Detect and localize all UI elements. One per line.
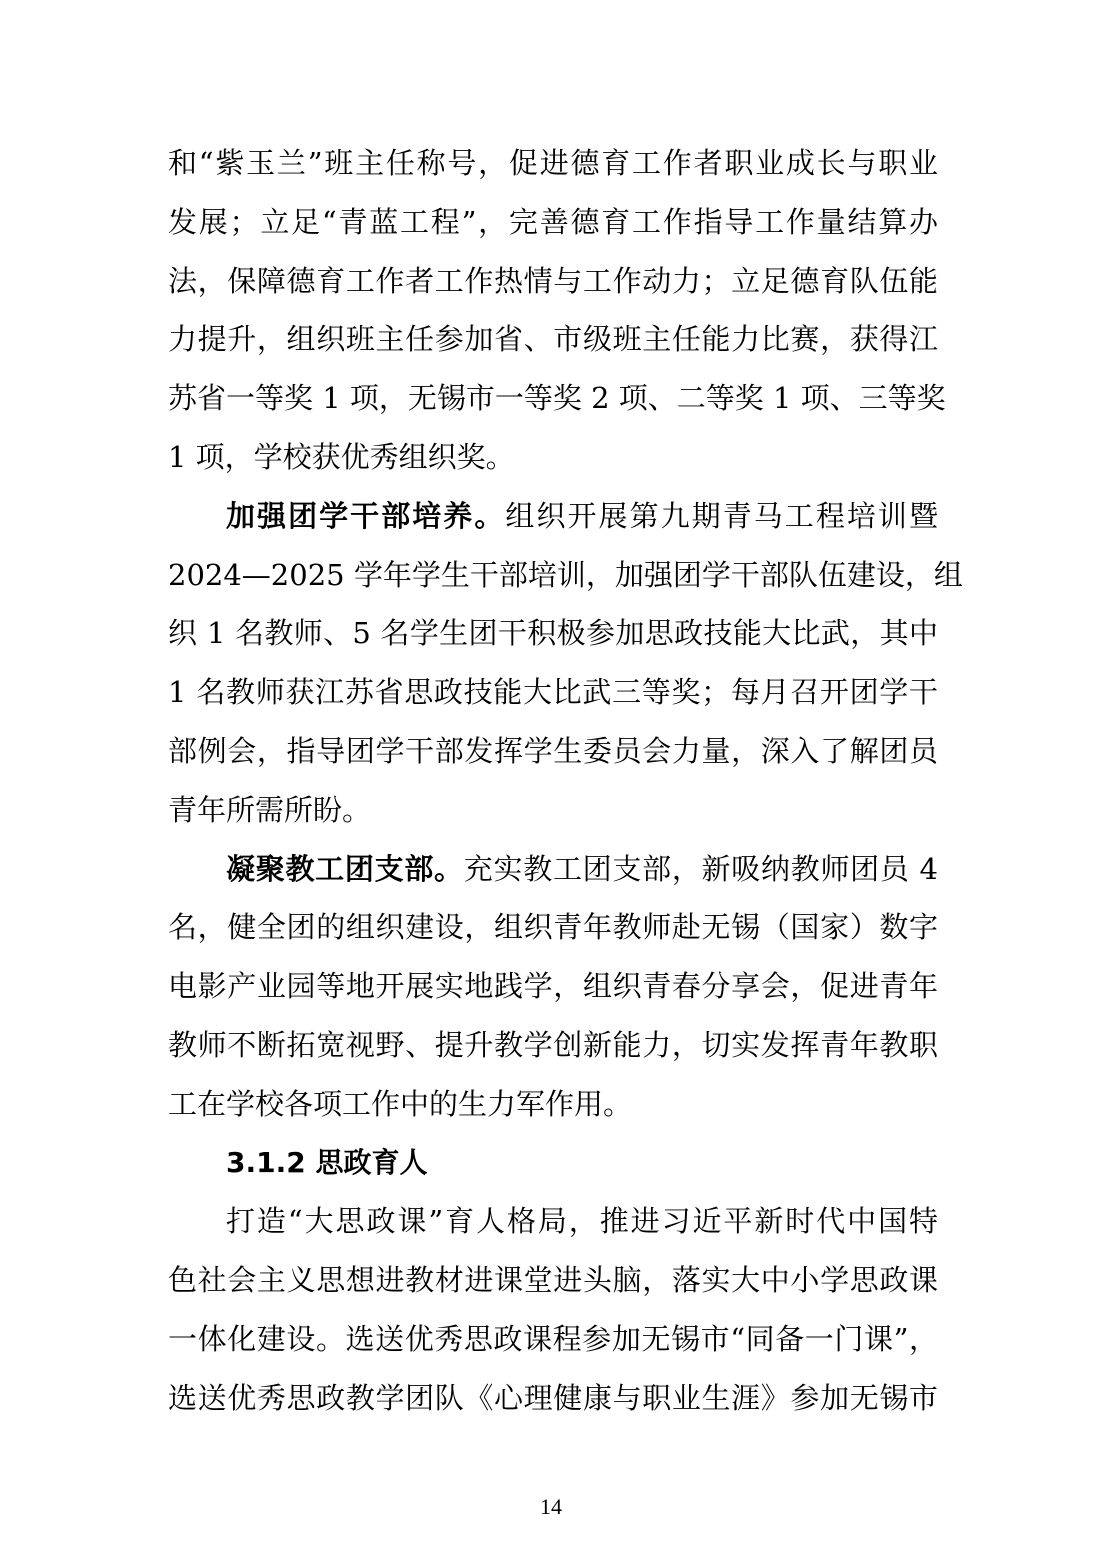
paragraph-line: 力提升，组织班主任参加省、市级班主任能力比赛，获得江 — [168, 322, 938, 357]
paragraph-line: 色社会主义思想进教材进课堂进头脑，落实大中小学思政课 — [168, 1263, 938, 1298]
paragraph-line: 电影产业园等地开展实地践学，组织青春分享会，促进青年 — [168, 969, 938, 1004]
paragraph-line: 名，健全团的组织建设，组织青年教师赴无锡（国家）数字 — [168, 910, 938, 945]
paragraph-first-line: 打造“大思政课”育人格局，推进习近平新时代中国特 — [226, 1204, 938, 1239]
paragraph-line: 和“紫玉兰”班主任称号，促进德育工作者职业成长与职业 — [168, 146, 938, 180]
paragraph-first-line-text: 充实教工团支部，新吸纳教师团员 4 — [463, 851, 938, 886]
paragraph-first-line-text: 组织开展第九期青马工程培训暨 — [505, 498, 938, 533]
paragraph-line: 工在学校各项工作中的生力军作用。 — [168, 1086, 633, 1121]
paragraph-line: 青年所需所盼。 — [168, 792, 372, 827]
document-body — [168, 134, 963, 1428]
paragraph-line: 织 1 名教师、5 名学生团干积极参加思政技能大比武，其中 — [168, 616, 938, 651]
paragraph-line: 苏省一等奖 1 项，无锡市一等奖 2 项、二等奖 1 项、三等奖 — [168, 381, 946, 416]
paragraph-lead-title: 加强团学干部培养。 — [226, 498, 506, 533]
paragraph-line: 选送优秀思政教学团队《心理健康与职业生涯》参加无锡市 — [168, 1380, 938, 1415]
paragraph-line: 法，保障德育工作者工作热情与工作动力；立足德育队伍能 — [168, 263, 938, 298]
paragraph-line: 一体化建设。选送优秀思政课程参加无锡市“同备一门课”， — [168, 1321, 938, 1356]
paragraph-line: 发展；立足“青蓝工程”，完善德育工作指导工作量结算办 — [168, 204, 938, 239]
page-number: 14 — [540, 1494, 562, 1519]
paragraph-line: 部例会，指导团学干部发挥学生委员会力量，深入了解团员 — [168, 733, 938, 768]
paragraph-lead-title: 凝聚教工团支部。 — [226, 851, 464, 886]
section-heading: 3.1.2 思政育人 — [226, 1145, 428, 1179]
paragraph-line: 2024—2025 学年学生干部培训，加强团学干部队伍建设，组 — [168, 557, 963, 592]
paragraph-line: 教师不断拓宽视野、提升教学创新能力，切实发挥青年教职 — [168, 1027, 938, 1062]
paragraph-first-line — [168, 487, 938, 546]
paragraph-line: 1 名教师获江苏省思政技能大比武三等奖；每月召开团学干 — [168, 675, 938, 710]
paragraph-line: 1 项，学校获优秀组织奖。 — [168, 439, 515, 474]
paragraph-first-line — [168, 840, 938, 899]
